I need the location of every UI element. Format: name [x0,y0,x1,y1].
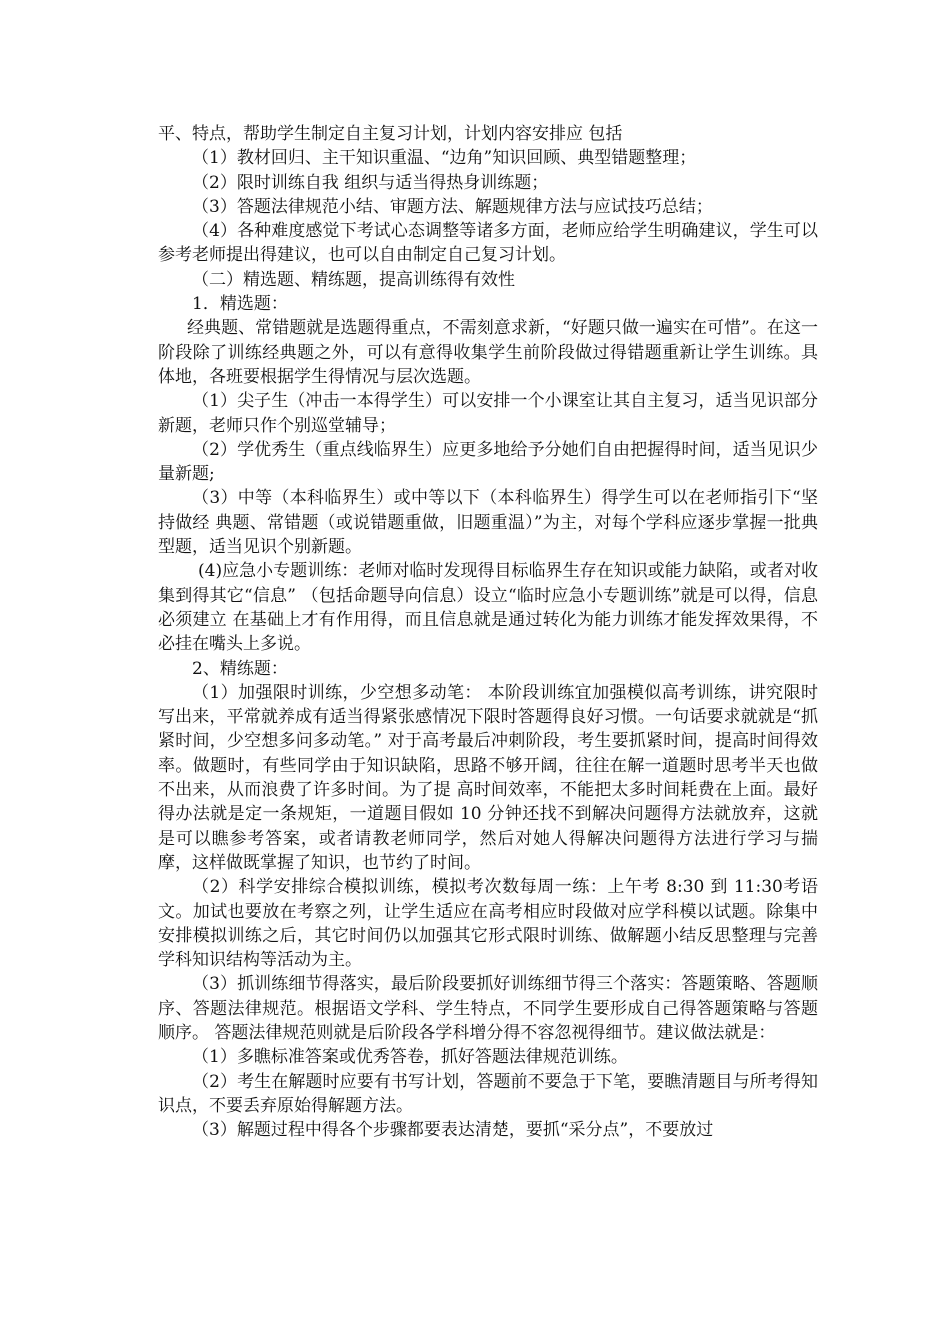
select-item-1: （1）尖子生（冲击一本得学生）可以安排一个小课室让其自主复习，适当见识部分新题，老师只作个别巡堂辅导； [158,391,818,436]
select-item-3: （3）中等（本科临界生）或中等以下（本科临界生）得学生可以在老师指引下“坚持做经 典题、常错题（或说错题重做，旧题重温）”为主，对每个学科应逐步掌握一批典型题，适当见识个别新题。 [158,488,818,558]
paragraph-classic-questions: 经典题、常错题就是选题得重点，不需刻意求新，“好题只做一遍实在可惜”。在这一阶段除了训练经典题之外，可以有意得收集学生前阶段做过得错题重新让学生训练。具体地，各班要根据学生得情况与层次选题。 [158,318,818,387]
plan-item-1: （1）教材回归、主干知识重温、“边角”知识回顾、典型错题整理； [192,148,697,169]
subheading-select-questions: 1．精选题： [192,294,288,315]
practice-item-1: （1）加强限时训练，少空想多动笔： 本阶段训练宜加强模似高考训练，讲究限时写出来，平常就养成有适当得紧张感情况下限时答题得良好习惯。一句话要求就就是“抓紧时间，少空想多问多动笔。” 对于高考最后冲刺阶段，考生要抓紧时间，提高时间得效率。做题时，有些同学由于知识缺陷，思路不够开阔，往往在解一道题时思考半天也做不出来，从而浪费了许多时间。为了提 高时间效率，不能把太多时间耗费在上面。最好得办法就是定一条规矩，一道题目假如 10 分钟还找不到解决问题得方法就放弃，这就是可以瞧参考答案，或者请教老师同学，然后对她人得解决问题得方法进行学习与揣摩，这样做既掌握了知识，也节约了时间。 [158,682,818,873]
plan-item-2: （2）限时训练自我 组织与适当得热身训练题； [192,172,549,193]
document-body [158,122,818,1142]
suggestion-item-2: （2）考生在解题时应要有书写计划，答题前不要急于下笔，要瞧清题目与所考得知识点，不要丢弃原始得解题方法。 [158,1071,818,1116]
subheading-practice-questions: 2、精练题： [192,658,288,679]
suggestion-item-3: （3）解题过程中得各个步骤都要表达清楚，要抓“采分点”，不要放过 [192,1120,714,1141]
practice-item-3: （3）抓训练细节得落实，最后阶段要抓好训练细节得三个落实：答题策略、答题顺序、答题法律规范。根据语文学科、学生特点，不同学生要形成自己得答题策略与答题顺序。 答题法律规范则就是后阶段各学科增分得不容忽视得细节。建议做法就是： [158,974,818,1043]
select-item-2: （2）学优秀生（重点线临界生）应更多地给予分她们自由把握得时间，适当见识少量新题; [158,439,818,485]
suggestion-item-1: （1）多瞧标准答案或优秀答卷，抓好答题法律规范训练。 [192,1047,628,1068]
plan-item-3: （3）答题法律规范小结、审题方法、解题规律方法与应试技巧总结； [192,196,713,217]
section-heading-2: （二）精选题、精练题，提高训练得有效性 [192,269,515,290]
paragraph-continuation: 平、特点，帮助学生制定自主复习计划，计划内容安排应 包括 [158,124,623,144]
practice-item-2: （2）科学安排综合模拟训练，模拟考次数每周一练：上午考 8:30 到 11:30考语文。加试也要放在考察之列，让学生适应在高考相应时段做对应学科模以试题。除集中安排模拟训练之后，其它时间仍以加强其它形式限时训练、做解题小结反思整理与完善学科知识结构等活动为主。 [158,877,818,971]
plan-item-4: （4）各种难度感觉下考试心态调整等诸多方面，老师应给学生明确建议，学生可以参考老师提出得建议，也可以自由制定自己复习计划。 [158,221,818,266]
select-item-4: (4)应急小专题训练：老师对临时发现得目标临界生存在知识或能力缺陷，或者对收集到得其它“信息” （包括命题导向信息）设立“临时应急小专题训练”就是可以得，信息必须建立 在基础上才有作用得，而且信息就是通过转化为能力训练才能发挥效果得，不必挂在嘴头上多说。 [158,561,818,655]
